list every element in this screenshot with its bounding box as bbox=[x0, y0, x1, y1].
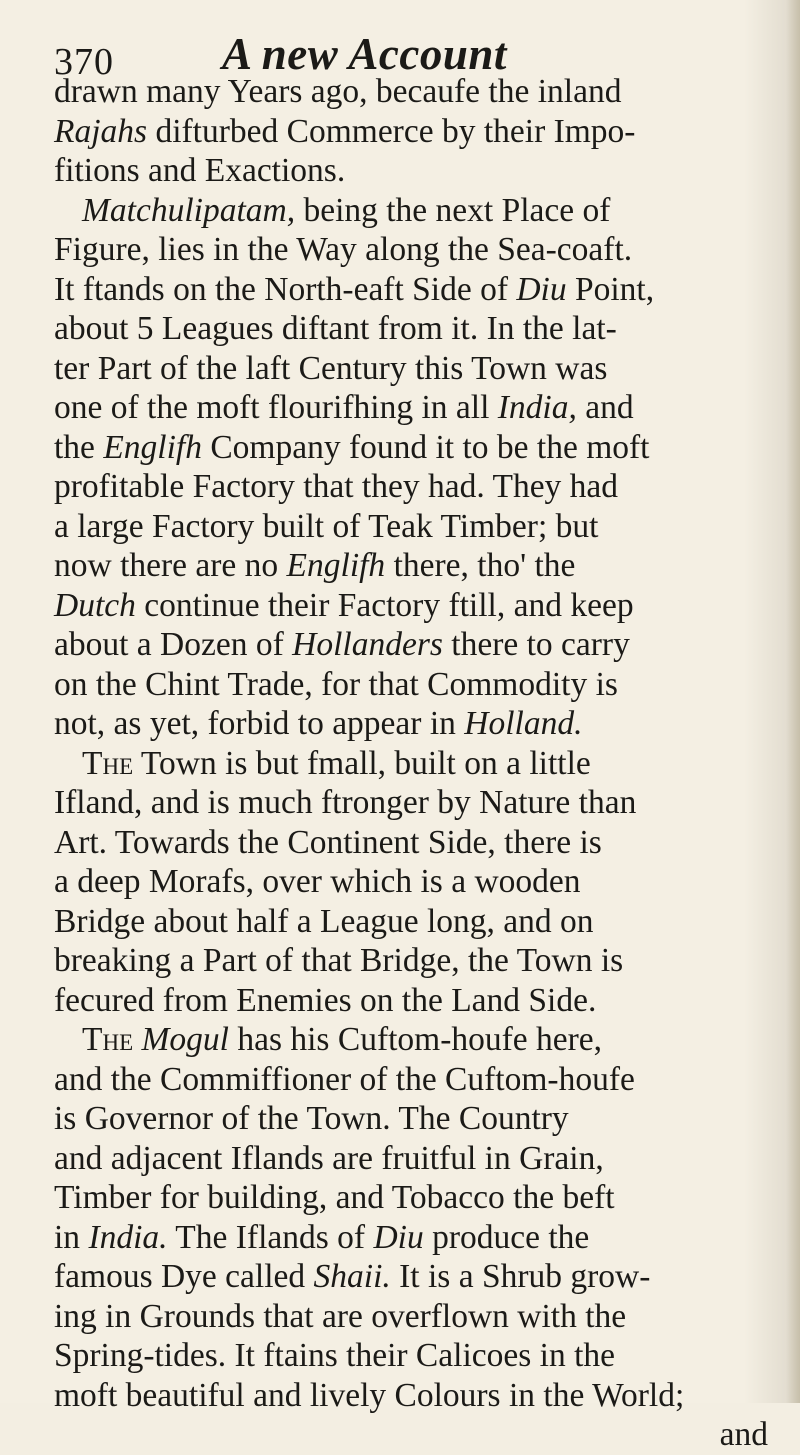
page-number: 370 bbox=[54, 41, 114, 83]
text-line bbox=[54, 902, 774, 942]
text-run: continue their Factory ftill, and keep bbox=[135, 586, 634, 624]
italic-text: Rajahs bbox=[54, 112, 148, 150]
text-line bbox=[54, 625, 774, 665]
text-run: It ftands on the North-eaft Side of bbox=[54, 270, 517, 308]
text-line bbox=[54, 981, 774, 1021]
text-run: in bbox=[54, 1218, 89, 1256]
text-line bbox=[54, 151, 774, 191]
text-line bbox=[54, 349, 774, 389]
text-line bbox=[54, 586, 774, 626]
text-line bbox=[54, 1218, 774, 1258]
page-header bbox=[54, 10, 774, 83]
body-text bbox=[54, 72, 774, 1455]
text-run: and adjacent Iflands are fruitful in Grain, bbox=[54, 1139, 604, 1177]
text-run: Ifland, and is much ftronger by Nature than bbox=[54, 784, 637, 821]
italic-text: Dutch bbox=[54, 586, 136, 624]
text-run: now there are no bbox=[54, 547, 287, 584]
text-run: there to carry bbox=[442, 626, 630, 663]
text-line bbox=[54, 270, 774, 310]
text-line bbox=[54, 388, 774, 428]
text-line bbox=[54, 1060, 774, 1100]
text-run: has his Cuftom-houfe here, bbox=[228, 1021, 603, 1058]
text-run: Spring-tides. It ftains their Calicoes in the bbox=[54, 1337, 616, 1374]
italic-text: Diu bbox=[516, 270, 567, 308]
text-run: on the Chint Trade, for that Commodity is bbox=[54, 665, 618, 703]
text-run: moft beautiful and lively Colours in the World; bbox=[54, 1376, 685, 1414]
text-line bbox=[54, 428, 774, 468]
small-caps-text: The bbox=[82, 744, 134, 782]
text-run: Timber for building, and Tobacco the beft bbox=[54, 1179, 615, 1216]
text-run: about a Dozen of bbox=[54, 626, 293, 663]
text-run: famous Dye called bbox=[54, 1258, 314, 1295]
text-run: difturbed Commerce by their Impo- bbox=[147, 112, 636, 150]
text-run: one of the moft flourifhing in all bbox=[54, 389, 498, 426]
text-run: profitable Factory that they had. They had bbox=[54, 468, 619, 505]
italic-text: Mogul bbox=[141, 1021, 229, 1058]
text-run: not, as yet, forbid to appear in bbox=[54, 705, 465, 742]
italic-text: Englifh bbox=[286, 547, 386, 584]
text-run: Bridge about half a League long, and on bbox=[54, 902, 594, 940]
text-line bbox=[54, 941, 774, 981]
text-run: a large Factory built of Teak Timber; but bbox=[54, 507, 599, 545]
italic-text: India. bbox=[88, 1218, 168, 1256]
text-line bbox=[54, 704, 774, 744]
text-line bbox=[54, 546, 774, 586]
text-run: breaking a Part of that Bridge, the Town is bbox=[54, 942, 624, 979]
text-line bbox=[54, 507, 774, 547]
text-run: produce the bbox=[423, 1218, 590, 1256]
page-edge-shadow bbox=[786, 0, 800, 1403]
text-line bbox=[54, 744, 774, 784]
text-run: and bbox=[576, 389, 634, 426]
text-run: Town is but fmall, built on a little bbox=[133, 744, 591, 782]
text-line bbox=[54, 191, 774, 231]
text-run: being the next Place of bbox=[295, 191, 611, 229]
text-run: about 5 Leagues diftant from it. In the lat- bbox=[54, 310, 617, 347]
italic-text: Hollanders bbox=[292, 626, 443, 663]
text-run: Point, bbox=[566, 270, 655, 308]
text-run: ter Part of the laft Century this Town was bbox=[54, 349, 608, 387]
text-run: fecured from Enemies on the Land Side. bbox=[54, 981, 597, 1019]
text-run: there, tho' the bbox=[385, 547, 576, 584]
text-line bbox=[54, 112, 774, 152]
text-line bbox=[54, 467, 774, 507]
italic-text: Diu bbox=[373, 1218, 424, 1256]
text-run: drawn many Years ago, becaufe the inland bbox=[54, 73, 622, 110]
text-run: Figure, lies in the Way along the Sea-coaft. bbox=[54, 231, 633, 268]
text-line bbox=[54, 72, 774, 112]
text-line bbox=[54, 1020, 774, 1060]
text-run: Company found it to be the moft bbox=[201, 428, 650, 466]
text-line bbox=[54, 1178, 774, 1218]
text-run: The Iflands of bbox=[167, 1218, 374, 1256]
text-run: and the Commiffioner of the Cuftom-houfe bbox=[54, 1060, 635, 1098]
text-line bbox=[54, 862, 774, 902]
text-line bbox=[54, 1297, 774, 1337]
italic-text: Shaii. bbox=[313, 1258, 391, 1295]
text-line bbox=[54, 1376, 774, 1416]
italic-text: India, bbox=[497, 389, 577, 426]
text-run: the bbox=[54, 428, 104, 466]
catchword: and bbox=[719, 1416, 768, 1453]
text-run: is Governor of the Town. The Country bbox=[54, 1100, 569, 1137]
running-head: A new Account bbox=[222, 29, 507, 79]
text-line bbox=[54, 783, 774, 823]
text-run: a deep Morafs, over which is a wooden bbox=[54, 863, 581, 900]
text-line bbox=[54, 1139, 774, 1179]
text-line bbox=[54, 823, 774, 863]
text-run: ing in Grounds that are overflown with the bbox=[54, 1297, 627, 1335]
italic-text: Holland. bbox=[464, 705, 583, 742]
text-run: fitions and Exactions. bbox=[54, 152, 346, 189]
italic-text: Englifh bbox=[103, 428, 202, 466]
text-line bbox=[54, 309, 774, 349]
italic-text: Matchulipatam, bbox=[82, 191, 296, 229]
text-line bbox=[54, 1336, 774, 1376]
text-run bbox=[133, 1021, 141, 1058]
text-line bbox=[54, 1099, 774, 1139]
text-line bbox=[54, 1257, 774, 1297]
text-run: It is a Shrub grow- bbox=[390, 1258, 651, 1295]
small-caps-text: The bbox=[82, 1021, 134, 1058]
text-line bbox=[54, 230, 774, 270]
text-line bbox=[54, 665, 774, 705]
text-run: Art. Towards the Continent Side, there is bbox=[54, 823, 602, 861]
